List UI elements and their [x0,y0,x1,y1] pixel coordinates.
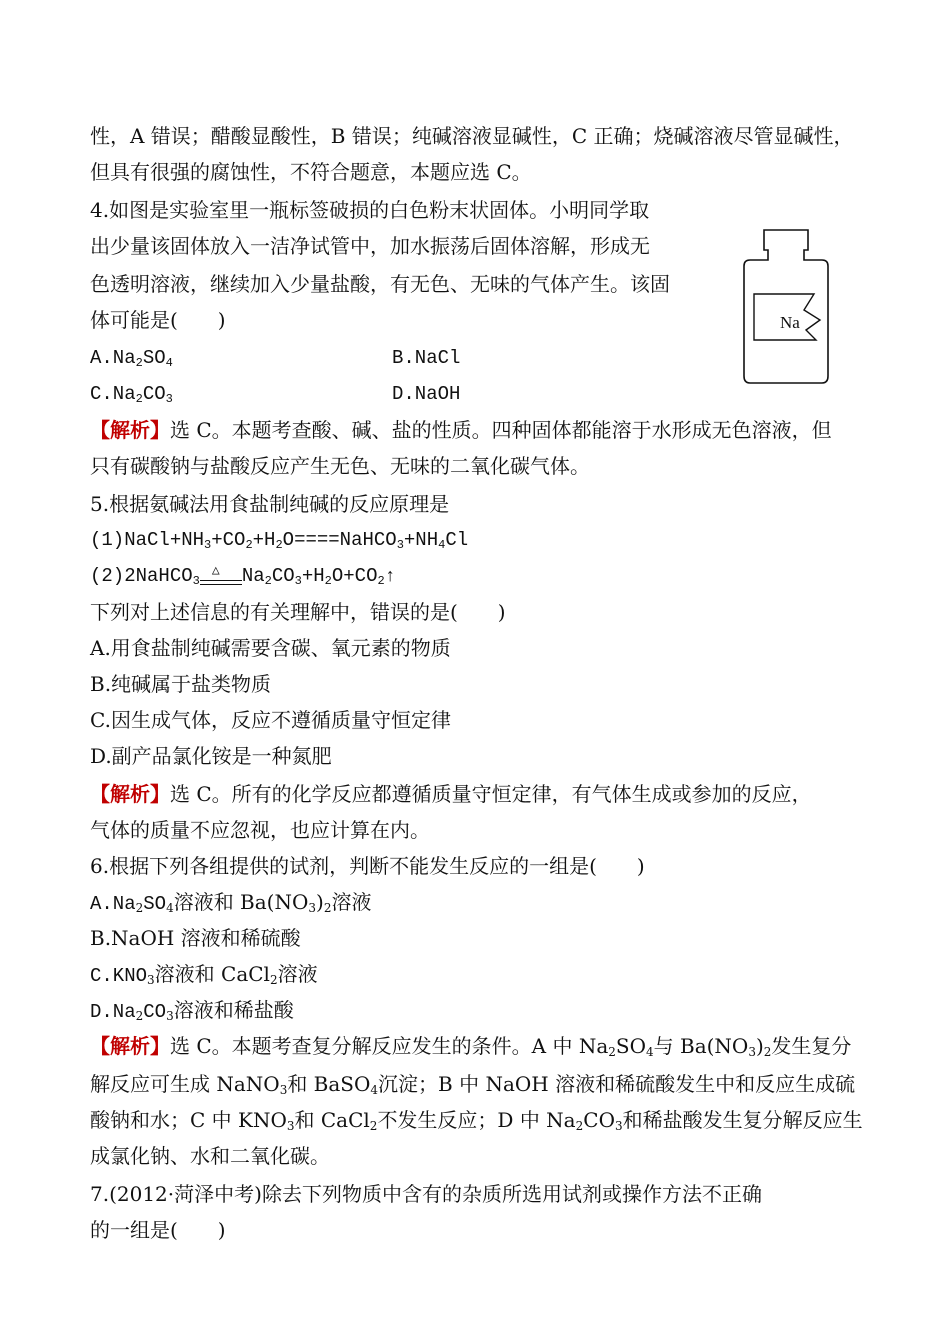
answer-tag: 【解析】 [90,418,170,442]
heat-condition: △ [200,566,242,586]
question-5-stem: 5.根据氨碱法用食盐制纯碱的反应原理是 [90,492,450,516]
question-4-option-d: D.NaOH [392,383,461,405]
question-5-answer: 气体的质量不应忽视，也应计算在内。 [90,818,430,842]
answer-tag: 【解析】 [90,782,170,806]
equation-1: $(1)NaCl+NH_3+CO_2+H_2O====NaHCO_3+NH_4Cl$ [90,529,469,552]
question-6-answer: 【解析】选 C。本题考查复分解反应发生的条件。A 中 $Na_2SO_4$与 $Ba(NO_3)_2$发生复分 [90,1034,852,1059]
question-4-stem: 色透明溶液，继续加入少量盐酸，有无色、无味的气体产生。该固 [90,272,670,296]
question-4-stem: 4.如图是实验室里一瓶标签破损的白色粉末状固体。小明同学取 [90,198,650,222]
question-6-answer: 解反应可生成 NaNO$_3$和 BaSO$_4$沉淀；B 中 NaOH 溶液和稀硫酸发生中和反应生成硫 [90,1072,856,1097]
question-5-option-b: B.纯碱属于盐类物质 [90,672,272,696]
question-6-stem: 6.根据下列各组提供的试剂，判断不能发生反应的一组是( ) [90,854,645,878]
question-5-prompt: 下列对上述信息的有关理解中，错误的是( ) [90,600,506,624]
question-5-option-d: D.副产品氯化铵是一种氮肥 [90,744,332,768]
question-4-answer: 【解析】选 C。本题考查酸、碱、盐的性质。四种固体都能溶于水形成无色溶液，但 [90,418,832,442]
question-6-answer: 酸钠和水；C 中 $KNO_3$和 CaCl$_2$不发生反应；D 中 $Na_2CO_3$和稀盐酸发生复分解反应生 [90,1108,863,1133]
question-4-option-c: $C.Na_2CO_3$ [90,383,173,406]
question-6-option-c: $C.KNO_3$溶液和 CaCl$_2$溶液 [90,962,318,987]
question-7-stem: 的一组是( ) [90,1218,226,1242]
question-4-stem: 体可能是( ) [90,308,226,332]
question-5-answer: 【解析】选 C。所有的化学反应都遵循质量守恒定律，有气体生成或参加的反应， [90,782,812,806]
text-line: 但具有很强的腐蚀性，不符合题意，本题应选 C。 [90,160,532,184]
bottle-label-text: Na [780,313,800,332]
question-7-stem: 7.(2012·菏泽中考)除去下列物质中含有的杂质所选用试剂或操作方法不正确 [90,1182,762,1206]
text-line: 性，A 错误；醋酸显酸性，B 错误；纯碱溶液显碱性，C 正确；烧碱溶液尽管显碱性， [90,124,854,148]
question-4-answer: 只有碳酸钠与盐酸反应产生无色、无味的二氧化碳气体。 [90,454,590,478]
equation-2: (2)2NaHCO$_3$ △ $Na_2CO_3+H_2O+CO_2↑$ [90,562,396,591]
question-5-option-c: C.因生成气体，反应不遵循质量守恒定律 [90,708,451,732]
gas-arrow-icon: ↑ [384,567,396,587]
question-4-option-a: $A.Na_2SO_4$ [90,347,173,370]
question-6-option-d: $D.Na_2CO_3$溶液和稀盐酸 [90,998,294,1023]
question-5-option-a: A.用食盐制纯碱需要含碳、氧元素的物质 [90,636,451,660]
question-6-option-b: B.NaOH 溶液和稀硫酸 [90,926,301,950]
question-4-stem: 出少量该固体放入一洁净试管中，加水振荡后固体溶解，形成无 [90,234,650,258]
bottle-figure [738,226,834,388]
answer-tag: 【解析】 [90,1034,170,1058]
question-6-answer: 成氯化钠、水和二氧化碳。 [90,1144,330,1168]
question-6-option-a: $A.Na_2SO_4$溶液和 $Ba(NO_3)_2$溶液 [90,890,372,915]
question-4-option-b: B.NaCl [392,347,461,369]
